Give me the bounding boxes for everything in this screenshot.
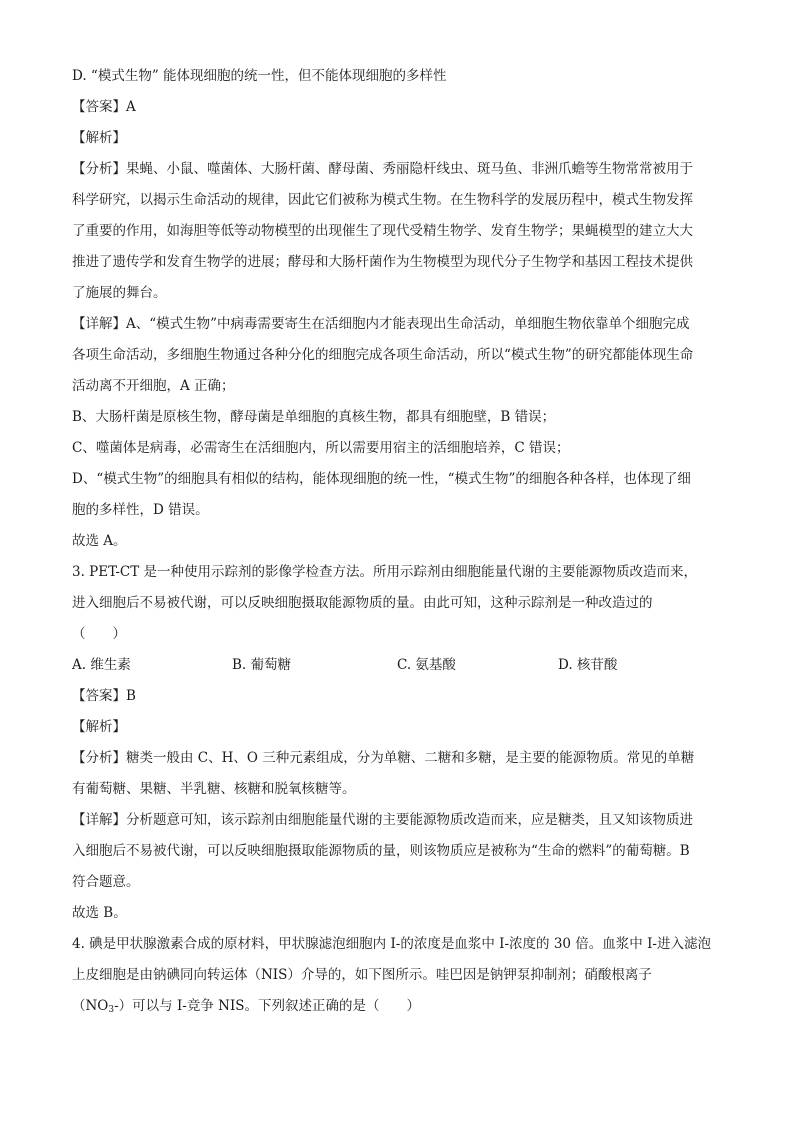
text-line: D、“模式生物”的细胞具有相似的结构，能体现细胞的统一性，“模式生物”的细胞各种各样，也体现了细 <box>72 471 691 487</box>
option-a: A. 维生素 <box>72 657 131 673</box>
text-line: 了施展的舞台。 <box>72 285 167 301</box>
text-line: 【分析】果蝇、小鼠、噬菌体、大肠杆菌、酵母菌、秀丽隐杆线虫、斑马鱼、非洲爪蟾等生物常常被用于 <box>72 161 693 177</box>
text-line: 【详解】分析题意可知，该示踪剂由细胞能量代谢的主要能源物质改造而来，应是糖类，且又知该物质进 <box>72 812 693 828</box>
option-d: D. 核苷酸 <box>558 657 618 673</box>
answer-line: 【答案】B <box>72 688 136 704</box>
option-c: C. 氨基酸 <box>397 657 456 673</box>
text-line: C、噬菌体是病毒，必需寄生在活细胞内，所以需要用宿主的活细胞培养，C 错误； <box>72 440 570 456</box>
text-line: 各项生命活动，多细胞生物通过各种分化的细胞完成各项生命活动，所以“模式生物”的研究都能体现生命 <box>72 347 694 363</box>
text-fragment: -）可以与 I-竞争 NIS。下列叙述正确的是（ ） <box>114 998 421 1014</box>
text-line: 【分析】糖类一般由 C、H、O 三种元素组成，分为单糖、二糖和多糖，是主要的能源物质。常见的单糖 <box>72 750 695 766</box>
text-line: 胞的多样性，D 错误。 <box>72 502 209 518</box>
text-line: D. “模式生物” 能体现细胞的统一性，但不能体现细胞的多样性 <box>72 68 447 84</box>
question-4-line: 上皮细胞是由钠碘同向转运体（NIS）介导的，如下图所示。哇巴因是钠钾泵抑制剂；硝酸根离子 <box>72 967 652 983</box>
analysis-heading: 【解析】 <box>72 130 126 146</box>
question-3-line: 3. PET-CT 是一种使用示踪剂的影像学检查方法。所用示踪剂由细胞能量代谢的主要能源物质改造而来， <box>72 564 698 580</box>
text-line: 科学研究，以揭示生命活动的规律，因此它们被称为模式生物。在生物科学的发展历程中，模式生物发挥 <box>72 192 693 208</box>
text-line: 入细胞后不易被代谢，可以反映细胞摄取能源物质的量，则该物质应是被称为“生命的燃料”的葡萄糖。B <box>72 843 690 859</box>
text-line: 推进了遗传学和发育生物学的进展；酵母和大肠杆菌作为生物模型为现代分子生物学和基因工程技术提供 <box>72 254 693 270</box>
question-3-bracket: （ ） <box>72 626 126 642</box>
options-row <box>72 655 732 675</box>
text-line: B、大肠杆菌是原核生物，酵母菌是单细胞的真核生物，都具有细胞壁，B 错误； <box>72 409 556 425</box>
question-3-line: 进入细胞后不易被代谢，可以反映细胞摄取能源物质的量。由此可知，这种示踪剂是一种改造过的 <box>72 595 653 611</box>
text-fragment: （NO <box>72 998 109 1014</box>
text-line: 了重要的作用，如海胆等低等动物模型的出现催生了现代受精生物学、发育生物学；果蝇模型的建立大大 <box>72 223 693 239</box>
answer-line: 【答案】A <box>72 99 136 115</box>
subscript: 3 <box>108 1005 115 1015</box>
option-b: B. 葡萄糖 <box>232 657 292 673</box>
text-line: 故选 B。 <box>72 905 127 921</box>
text-line: 故选 A。 <box>72 533 127 549</box>
question-4-line <box>72 996 732 1020</box>
analysis-heading: 【解析】 <box>72 719 126 735</box>
question-4-line: 4. 碘是甲状腺激素合成的原材料，甲状腺滤泡细胞内 I-的浓度是血浆中 I-浓度的 30 倍。血浆中 I-进入滤泡 <box>72 936 711 952</box>
text-line: 有葡萄糖、果糖、半乳糖、核糖和脱氧核糖等。 <box>72 781 356 797</box>
text-line: 符合题意。 <box>72 874 140 890</box>
text-line: 【详解】A、“模式生物”中病毒需要寄生在活细胞内才能表现出生命活动，单细胞生物依靠单个细胞完成 <box>72 316 690 332</box>
text-line: 活动离不开细胞，A 正确； <box>72 378 235 394</box>
